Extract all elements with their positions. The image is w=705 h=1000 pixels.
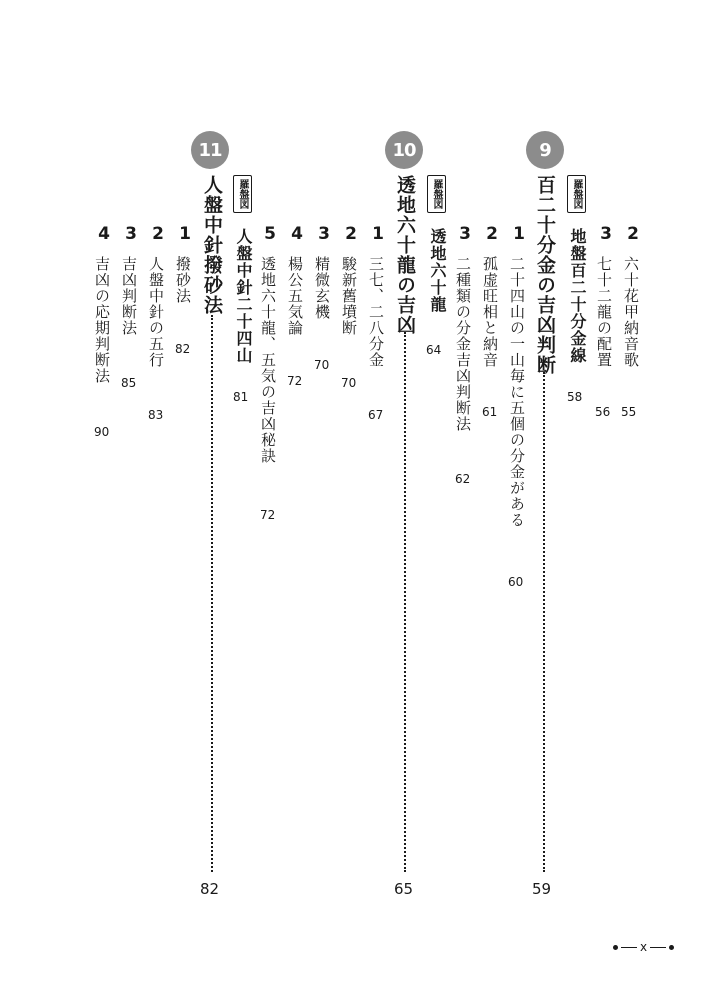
chapter-11-section-2-number: 2 [148,224,168,244]
chapter-9-section-1-text[interactable]: 二十四山の一山毎に五個の分金がある [508,256,526,528]
chapter-9-leader-dots [543,372,545,872]
footer-right-rule [650,947,666,948]
chapter-9-diagram-page: 58 [567,390,583,404]
chapter-9-item-3-text[interactable]: 七十二龍の配置 [595,256,613,368]
chapter-11-badge: 11 [191,131,229,169]
chapter-10-section-5-text[interactable]: 透地六十龍、五気の吉凶秘訣 [259,256,277,464]
chapter-10-diagram-title[interactable]: 透地六十龍 [428,228,447,313]
chapter-11-section-2-page: 83 [148,408,164,422]
chapter-10-page: 65 [394,880,414,898]
chapter-9-badge: 9 [526,131,564,169]
chapter-9-section-1-page: 60 [508,575,524,589]
chapter-11-section-4-page: 90 [94,425,110,439]
chapter-11-diagram-title[interactable]: 人盤中針二十四山 [234,228,253,364]
chapter-10-diagram-tag: 羅盤図 [427,175,446,213]
chapter-10-diagram-page: 64 [426,343,442,357]
chapter-11-section-3-page: 85 [121,376,137,390]
chapter-11-diagram-tag: 羅盤図 [233,175,252,213]
chapter-9-item-2-number: 2 [623,224,643,244]
chapter-9-section-1-number: 1 [509,224,529,244]
chapter-9-diagram-title[interactable]: 地盤百二十分金線 [568,228,587,364]
chapter-9-section-3-text[interactable]: 二種類の分金吉凶判断法 [454,256,472,432]
chapter-9-page: 59 [532,880,552,898]
chapter-11-section-1-text[interactable]: 撥砂法 [174,256,192,304]
chapter-11-title[interactable]: 人盤中針撥砂法 [201,175,223,315]
chapter-11-section-4-number: 4 [94,224,114,244]
chapter-10-section-3-text[interactable]: 精微玄機 [313,256,331,320]
footer-page-label: x [640,940,648,954]
chapter-11-section-2-text[interactable]: 人盤中針の五行 [147,256,165,368]
chapter-9-item-2-text[interactable]: 六十花甲納音歌 [622,256,640,368]
chapter-10-section-1-text[interactable]: 三七、二八分金 [367,256,385,368]
chapter-9-section-2-page: 61 [482,405,498,419]
chapter-10-section-2-number: 2 [341,224,361,244]
chapter-10-section-2-text[interactable]: 駿新舊墳断 [340,256,358,336]
chapter-9-title[interactable]: 百二十分金の吉凶判断 [534,175,556,375]
chapter-11-section-1-number: 1 [175,224,195,244]
chapter-10-section-5-page: 72 [260,508,276,522]
chapter-11-page: 82 [200,880,220,898]
chapter-10-section-4-text[interactable]: 楊公五気論 [286,256,304,336]
chapter-11-diagram-page: 81 [233,390,249,404]
chapter-10-leader-dots [404,332,406,872]
chapter-11-section-1-page: 82 [175,342,191,356]
chapter-10-section-4-page: 72 [287,374,303,388]
chapter-9-section-2-text[interactable]: 孤虚旺相と納音 [481,256,499,368]
chapter-9-section-3-number: 3 [455,224,475,244]
footer-left-dot [613,945,618,950]
chapter-10-section-5-number: 5 [260,224,280,244]
chapter-9-item-2-page: 55 [621,405,637,419]
chapter-10-badge: 10 [385,131,423,169]
chapter-10-section-3-number: 3 [314,224,334,244]
chapter-10-section-4-number: 4 [287,224,307,244]
chapter-11-section-3-number: 3 [121,224,141,244]
footer-left-rule [621,947,637,948]
chapter-9-diagram-tag: 羅盤図 [567,175,586,213]
page-number-footer [613,940,674,954]
chapter-11-section-4-text[interactable]: 吉凶の応期判断法 [93,256,111,384]
chapter-9-section-3-page: 62 [455,472,471,486]
chapter-10-section-1-number: 1 [368,224,388,244]
chapter-11-section-3-text[interactable]: 吉凶判断法 [120,256,138,336]
chapter-10-section-3-page: 70 [314,358,330,372]
chapter-9-section-2-number: 2 [482,224,502,244]
chapter-11-leader-dots [211,315,213,872]
footer-right-dot [669,945,674,950]
chapter-10-title[interactable]: 透地六十龍の吉凶 [394,175,416,335]
chapter-9-item-3-number: 3 [596,224,616,244]
chapter-9-item-3-page: 56 [595,405,611,419]
chapter-10-section-1-page: 67 [368,408,384,422]
chapter-10-section-2-page: 70 [341,376,357,390]
